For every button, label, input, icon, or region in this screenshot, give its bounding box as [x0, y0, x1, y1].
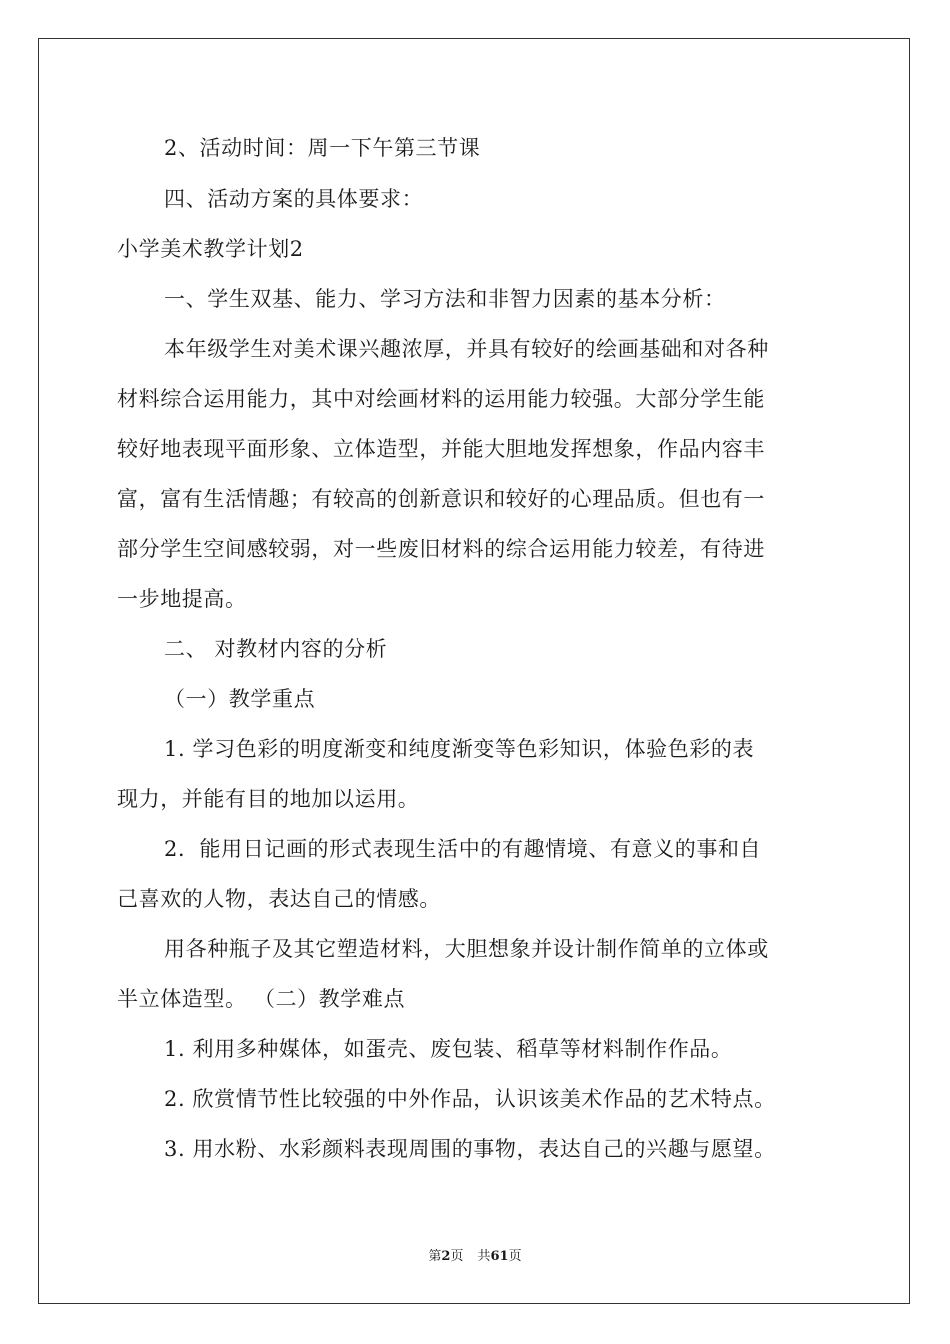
- total-suffix: 页: [508, 1249, 522, 1264]
- page-border: [38, 38, 910, 1304]
- list-item-line: 己喜欢的人物，表达自己的情感。: [117, 887, 441, 911]
- page-number: 2: [441, 1249, 451, 1264]
- paragraph-line: 富，富有生活情趣；有较高的创新意识和较好的心理品质。但也有一: [117, 487, 765, 511]
- list-item-line: 1. 利用多种媒体，如蛋壳、废包装、稻草等材料制作作品。: [164, 1037, 733, 1061]
- list-item-line: 3. 用水粉、水彩颜料表现周围的事物，表达自己的兴趣与愿望。: [164, 1137, 776, 1161]
- text-line: 2、活动时间：周一下午第三节课: [164, 136, 481, 160]
- text-line: （一）教学重点: [164, 687, 316, 711]
- paragraph-line: 部分学生空间感较弱，对一些废旧材料的综合运用能力较差，有待进: [117, 537, 765, 561]
- page-footer: [0, 1248, 950, 1266]
- text-line: 二、 对教材内容的分析: [164, 637, 388, 661]
- text-line: 四、活动方案的具体要求：: [164, 187, 424, 211]
- total-prefix: 共: [477, 1249, 491, 1264]
- list-item-line: 2. 欣赏情节性比较强的中外作品，认识该美术作品的艺术特点。: [164, 1087, 776, 1111]
- paragraph-line: 较好地表现平面形象、立体造型，并能大胆地发挥想象，作品内容丰: [117, 437, 765, 461]
- text-line: 一、学生双基、能力、学习方法和非智力因素的基本分析：: [164, 287, 726, 311]
- paragraph-line: 一步地提高。: [117, 587, 247, 611]
- paragraph-line: 材料综合运用能力，其中对绘画材料的运用能力较强。大部分学生能: [117, 387, 765, 411]
- page-suffix: 页: [450, 1249, 464, 1264]
- list-item-line: 2．能用日记画的形式表现生活中的有趣情境、有意义的事和自: [164, 837, 762, 861]
- paragraph-line: 半立体造型。 （二）教学难点: [117, 987, 406, 1011]
- list-item-line: 1. 学习色彩的明度渐变和纯度渐变等色彩知识，体验色彩的表: [164, 737, 755, 761]
- paragraph-line: 用各种瓶子及其它塑造材料，大胆想象并设计制作简单的立体或: [164, 937, 769, 961]
- paragraph-line: 本年级学生对美术课兴趣浓厚，并具有较好的绘画基础和对各种: [164, 337, 769, 361]
- total-pages: 61: [490, 1249, 509, 1264]
- page-prefix: 第: [428, 1249, 442, 1264]
- list-item-line: 现力，并能有目的地加以运用。: [117, 787, 420, 811]
- section-heading: 小学美术教学计划2: [117, 237, 304, 261]
